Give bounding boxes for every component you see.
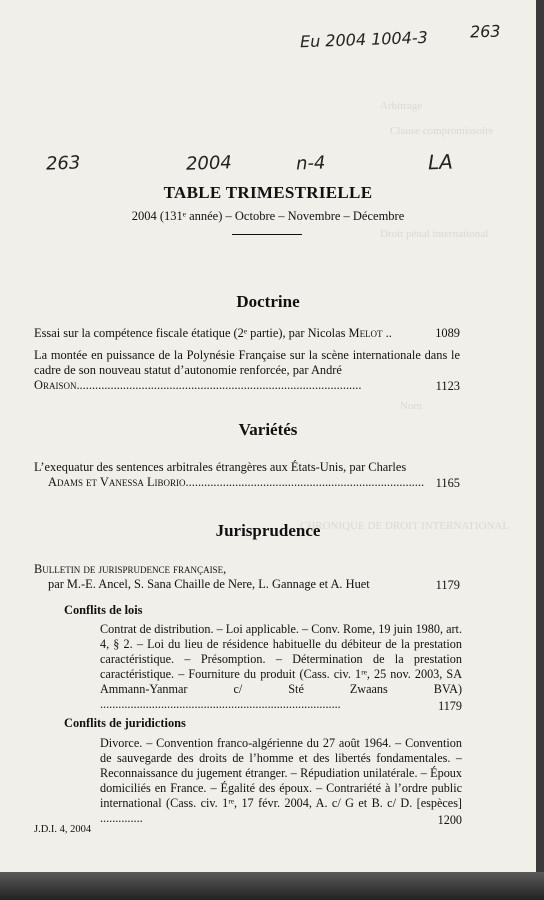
section-heading-doctrine: Doctrine — [236, 292, 300, 311]
page-subtitle: 2004 (131ᵉ année) – Octobre – Novembre – Décembre — [131, 209, 405, 223]
bleed-through: CHRONIQUE DE DROIT INTERNATIONAL — [300, 520, 510, 532]
section-heading-varietes: Variétés — [238, 420, 298, 439]
title-rule — [232, 234, 302, 235]
bleed-through: Arbitrage — [380, 100, 423, 112]
entry-page: 1089 — [435, 326, 460, 340]
page-title: TABLE TRIMESTRIELLE — [163, 183, 373, 202]
case-summary: Divorce. – Convention franco-algérienne du 27 août 1964. – Convention de sauvegarde des droits de l’homme et des libertés fondamentales. – Reconnaissance du jugement étranger. – Répudiation unilatérale. – Époux domiciliés en France. – Égalité des époux. – Contrariété à l’ordre public international (Cass. civ. 1ʳᵉ, 17 févr. 2004, A. c/ G et B. c/ D. [espèces] .............. 1200 — [100, 736, 462, 827]
bleed-through: Droit pénal international — [380, 228, 489, 240]
section-heading-jurisprudence: Jurisprudence — [215, 521, 321, 540]
entry-text: La montée en puissance de la Polynésie Française sur la scène internationale dans le cadre de son nouveau statut d’autonomie renforcée, par André — [34, 348, 460, 377]
handwritten-note: n-4 — [295, 152, 326, 175]
entry-page: 1165 — [432, 476, 460, 491]
entry-author: Adams et Vanessa Liborio — [48, 475, 186, 489]
entry-author: Oraison — [34, 378, 77, 392]
entry-text: Essai sur la compétence fiscale étatique (2ᵉ partie), par Nicolas — [34, 326, 346, 340]
entry-text: L’exequatur des sentences arbitrales étrangères aux États-Unis, par Charles — [34, 460, 407, 474]
case-text: Divorce. – Convention franco-algérienne du 27 août 1964. – Convention de sauvegarde des droits de l’homme et des libertés fondamentales. – Reconnaissance du jugement étranger. – Répudiation unilatérale. – Époux domiciliés en France. – Égalité des époux. – Contrariété à l’ordre public international (Cass. civ. 1ʳᵉ, 17 févr. 2004, A. c/ G et B. c/ D. [espèces] — [100, 736, 462, 810]
toc-entry: La montée en puissance de la Polynésie Française sur la scène internationale dans le cadre de son nouveau statut d’autonomie renforcée, par André Oraison............................................................................................ 1123 — [34, 348, 460, 393]
entry-page: 1179 — [435, 578, 460, 592]
scan-edge — [0, 872, 544, 900]
subheading-conflits-de-juridictions: Conflits de juridictions — [64, 716, 186, 730]
case-text: Contrat de distribution. – Loi applicable. – Conv. Rome, 19 juin 1980, art. 4, § 2. – Loi du lieu de résidence habituelle du débiteur de la prestation caractéristique. – Présomption. – Détermination de la prestation caractéristique. – Fourniture du produit (Cass. civ. 1ʳᵉ, 25 nov. 2003, SA Ammann-Yanmar c/ Sté Zwaans BVA) — [100, 622, 462, 696]
entry-page: 1123 — [432, 379, 460, 394]
page-footer: J.D.I. 4, 2004 — [34, 824, 92, 835]
handwritten-note: LA — [427, 149, 454, 175]
handwritten-note: 263 — [469, 21, 501, 42]
toc-entry: Essai sur la compétence fiscale étatique (2ᵉ partie), par Nicolas Melot .. 1089 — [34, 326, 460, 340]
bulletin-title: Bulletin de jurisprudence française, — [34, 562, 227, 576]
entry-author: Melot — [348, 326, 383, 340]
bleed-through: Nom — [400, 400, 422, 412]
handwritten-note: Eu 2004 1004-3 — [299, 27, 429, 52]
toc-entry: L’exequatur des sentences arbitrales étrangères aux États-Unis, par Charles Adams et Vanessa Liborio............................................................................. 1165 — [34, 460, 460, 490]
handwritten-note: 263 — [45, 152, 81, 175]
subheading-conflits-de-lois: Conflits de lois — [64, 603, 143, 617]
bulletin-authors: par M.-E. Ancel, S. Sana Chaille de Nere, L. Gannage et A. Huet — [48, 577, 370, 591]
toc-entry — [34, 562, 460, 593]
entry-page: 1200 — [434, 813, 462, 828]
case-summary: Contrat de distribution. – Loi applicable. – Conv. Rome, 19 juin 1980, art. 4, § 2. – Loi du lieu de résidence habituelle du débiteur de la prestation caractéristique. – Présomption. – Détermination de la prestation caractéristique. – Fourniture du produit (Cass. civ. 1ʳᵉ, 25 nov. 2003, SA Ammann-Yanmar c/ Sté Zwaans BVA) ............................................................................... 1179 — [100, 622, 462, 713]
entry-page: 1179 — [434, 699, 462, 714]
bleed-through: Clause compromissoire — [390, 125, 494, 137]
handwritten-note: 2004 — [185, 152, 233, 175]
